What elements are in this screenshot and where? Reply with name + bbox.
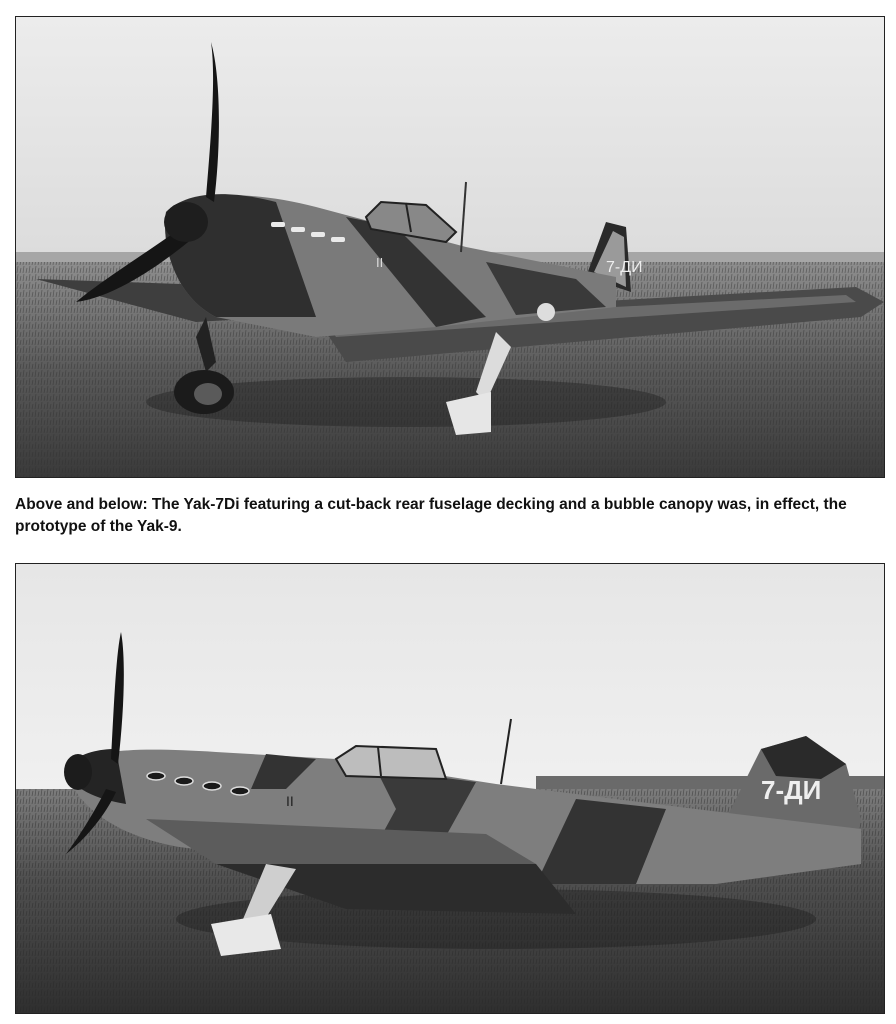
yak-7di-front-three-quarter-photo bbox=[16, 17, 884, 477]
photo-top-aircraft bbox=[15, 16, 885, 478]
fuselage-marking: II bbox=[376, 255, 384, 270]
photo-bottom-aircraft bbox=[15, 563, 885, 1014]
photo-caption: Above and below: The Yak-7Di featuring a cut-back rear fuselage decking and a bubble canopy was, in effect, the prototype of the Yak-9. bbox=[15, 496, 847, 535]
fuselage-marking: II bbox=[286, 793, 294, 809]
tail-marking: 7-ДИ bbox=[761, 775, 822, 805]
tail-marking: 7-ДИ bbox=[606, 259, 643, 276]
yak-7di-side-profile-photo bbox=[16, 564, 884, 1013]
